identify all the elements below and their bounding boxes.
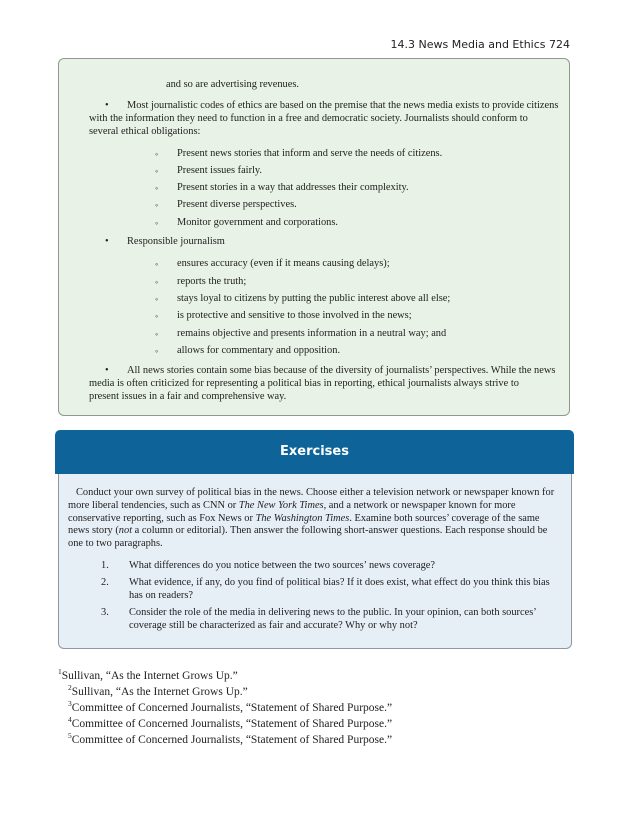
- circle-bullet-icon: ◦: [155, 218, 159, 228]
- bullet-line: Most journalistic codes of ethics are based on the premise that the news media exists to provide citizens: [127, 100, 559, 111]
- exercises-title: Exercises: [55, 430, 574, 474]
- bullet-line: several ethical obligations:: [89, 126, 201, 137]
- circle-bullet-icon: ◦: [155, 200, 159, 210]
- bullet-line: with the information they need to function in a free and democratic society. Journalists should conform to: [89, 113, 528, 124]
- footnote: $^3$Committee of Concerned Journalists, “Statement of Shared Purpose.”: [68, 699, 393, 714]
- bullet-line: All news stories contain some bias because of the diversity of journalists’ perspectives. While the news: [127, 365, 556, 376]
- circle-bullet-icon: ◦: [155, 259, 159, 269]
- footnote: $^2$Sullivan, “As the Internet Grows Up.”: [68, 683, 248, 698]
- footnote: $^5$Committee of Concerned Journalists, “Statement of Shared Purpose.”: [68, 731, 393, 746]
- bullet-line: present issues in a fair and comprehensive way.: [89, 391, 287, 402]
- exercise-question: 1. What differences do you notice between the two sources’ news coverage?: [101, 560, 436, 571]
- circle-bullet-icon: ◦: [155, 166, 159, 176]
- bullet-mark: •: [105, 236, 109, 247]
- exercises-box: [58, 474, 572, 649]
- circle-bullet-icon: ◦: [155, 346, 159, 356]
- key-takeaways-box: and so are advertising revenues. • Most journalistic codes of ethics are based on the premise that the news media exists to provide citizens with the information they need to function in a free and democratic society. Journalists should conform to several ethical obligations: ◦ Present news stories that inform and serve the needs of citizens. ◦ Present issues fairly. ◦ Present stories in a way that addresses their complexity. ◦ Present diverse perspectives. ◦ Monitor government and corporations. • Responsible journalism ◦ ensures accuracy (even if it means causing delays); ◦ reports the truth; ◦ stays loyal to citizens by putting the public interest above all else; ◦ is protective and sensitive to those involved in the news; ◦ remains objective and presents information in a neutral way; and ◦ allows for commentary and opposition. • All news stories contain some bias because of the diversity of journalists’ perspectives. While the news media is often criticized for representing a political bias in reporting, ethical journalists always strive to present issues in a fair and comprehensive way.: [58, 58, 570, 416]
- circle-bullet-icon: ◦: [155, 329, 159, 339]
- bullet-mark: •: [105, 365, 109, 376]
- circle-bullet-icon: ◦: [155, 149, 159, 159]
- circle-bullet-icon: ◦: [155, 311, 159, 321]
- exercise-question: 2. What evidence, if any, do you find of political bias? If it does exist, what effect do you think this bias has on readers?: [101, 577, 550, 601]
- exercise-intro: Conduct your own survey of political bias in the news. Choose either a television network or newspaper known for more liberal tendencies, such as CNN or The New York Times, and a network or newspaper known for more conservative reporting, such as Fox News or The Washington Times. Examine both sources’ coverage of the same news story (not a column or editorial). Then answer the following short-answer questions. Each response should be one to two paragraphs.: [68, 487, 555, 550]
- continuation-text: and so are advertising revenues.: [166, 79, 300, 90]
- footnote: $^4$Committee of Concerned Journalists, “Statement of Shared Purpose.”: [68, 715, 393, 730]
- circle-bullet-icon: ◦: [155, 294, 159, 304]
- circle-bullet-icon: ◦: [155, 183, 159, 193]
- footnote: $^1$Sullivan, “As the Internet Grows Up.”: [58, 667, 238, 682]
- bullet-line: Responsible journalism: [127, 236, 225, 247]
- running-head: 14.3 News Media and Ethics 724: [390, 38, 570, 51]
- exercise-question: 3. Consider the role of the media in delivering news to the public. In your opinion, can both sources’ coverage still be characterized as fair and accurate? Why or why not?: [101, 607, 536, 631]
- circle-bullet-icon: ◦: [155, 277, 159, 287]
- bullet-line: media is often criticized for representing a political bias in reporting, ethical journalists always strive to: [89, 378, 519, 389]
- bullet-mark: •: [105, 100, 109, 111]
